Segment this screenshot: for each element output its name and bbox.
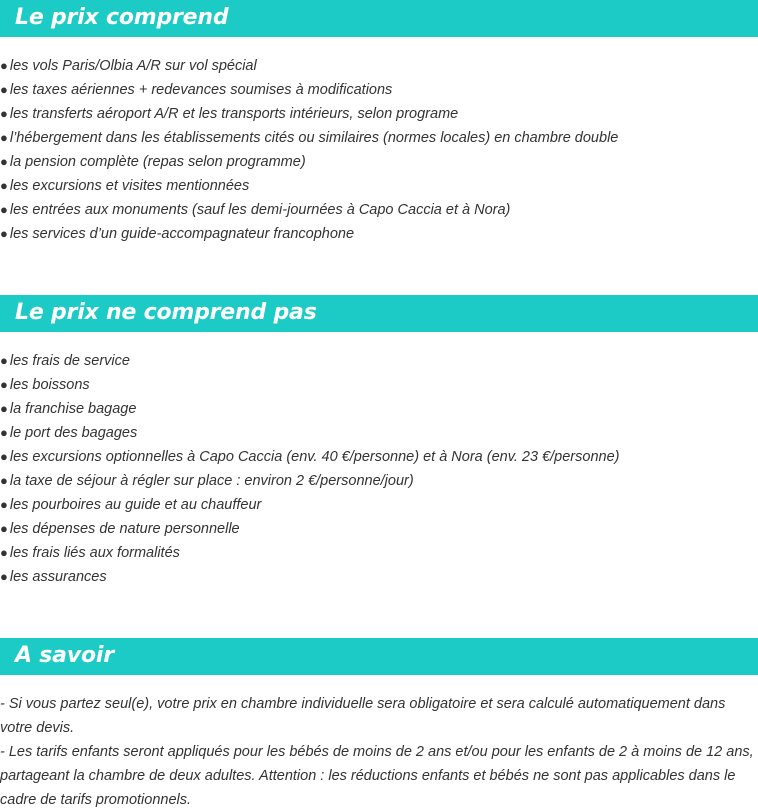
bullet-icon: ● — [0, 401, 8, 416]
bullet-icon: ● — [0, 178, 8, 193]
list-item: ● les entrées aux monuments (sauf les demi-journées à Capo Caccia et à Nora) — [0, 202, 511, 218]
list-item: ● les transferts aéroport A/R et les transports intérieurs, selon programe — [0, 106, 459, 122]
list-item: ● les services d’un guide-accompagnateur francophone — [0, 226, 355, 242]
info-notes — [0, 692, 756, 812]
bullet-icon: ● — [0, 545, 8, 560]
list-item: ● les vols Paris/Olbia A/R sur vol spécial — [0, 58, 257, 74]
bullet-icon: ● — [0, 154, 8, 169]
list-item: ● le port des bagages — [0, 425, 138, 441]
bullet-icon: ● — [0, 130, 8, 145]
bullet-icon: ● — [0, 497, 8, 512]
list-item: ● les pourboires au guide et au chauffeur — [0, 497, 262, 513]
list-item: ● la taxe de séjour à régler sur place : environ 2 €/personne/jour) — [0, 473, 414, 489]
includes-title: Le prix comprend — [15, 5, 229, 30]
list-item: ● les dépenses de nature personnelle — [0, 521, 240, 537]
list-item: ● les excursions optionnelles à Capo Caccia (env. 40 €/personne) et à Nora (env. 23 €/personne) — [0, 449, 620, 465]
note-paragraph: - Les tarifs enfants seront appliqués pour les bébés de moins de 2 ans et/ou pour les enfants de 2 à moins de 12 ans, partageant la chambre de deux adultes. Attention : les réductions enfants et bébés ne sont pas applicables dans le cadre de tarifs promotionnels. — [0, 744, 754, 808]
bullet-icon: ● — [0, 569, 8, 584]
bullet-icon: ● — [0, 106, 8, 121]
list-item: ● les frais de service — [0, 353, 130, 369]
list-item: ● l’hébergement dans les établissements cités ou similaires (normes locales) en chambre double — [0, 130, 619, 146]
list-item: ● les frais liés aux formalités — [0, 545, 180, 561]
list-item: ● les excursions et visites mentionnées — [0, 178, 250, 194]
bullet-icon: ● — [0, 353, 8, 368]
info-title: A savoir — [15, 643, 114, 668]
bullet-icon: ● — [0, 377, 8, 392]
includes-list — [0, 54, 758, 246]
excludes-title: Le prix ne comprend pas — [15, 300, 317, 325]
bullet-icon: ● — [0, 473, 8, 488]
bullet-icon: ● — [0, 449, 8, 464]
bullet-icon: ● — [0, 425, 8, 440]
bullet-icon: ● — [0, 82, 8, 97]
list-item: ● les taxes aériennes + redevances soumises à modifications — [0, 82, 393, 98]
bullet-icon: ● — [0, 226, 8, 241]
bullet-icon: ● — [0, 521, 8, 536]
excludes-header — [0, 295, 758, 332]
excludes-list — [0, 349, 758, 589]
includes-header — [0, 0, 758, 37]
bullet-icon: ● — [0, 58, 8, 73]
list-item: ● les boissons — [0, 377, 90, 393]
list-item: ● la franchise bagage — [0, 401, 137, 417]
note-paragraph: - Si vous partez seul(e), votre prix en chambre individuelle sera obligatoire et sera calculé automatiquement dans votre devis. — [0, 696, 726, 736]
bullet-icon: ● — [0, 202, 8, 217]
list-item: ● la pension complète (repas selon programme) — [0, 154, 306, 170]
list-item: ● les assurances — [0, 569, 107, 585]
info-header — [0, 638, 758, 675]
